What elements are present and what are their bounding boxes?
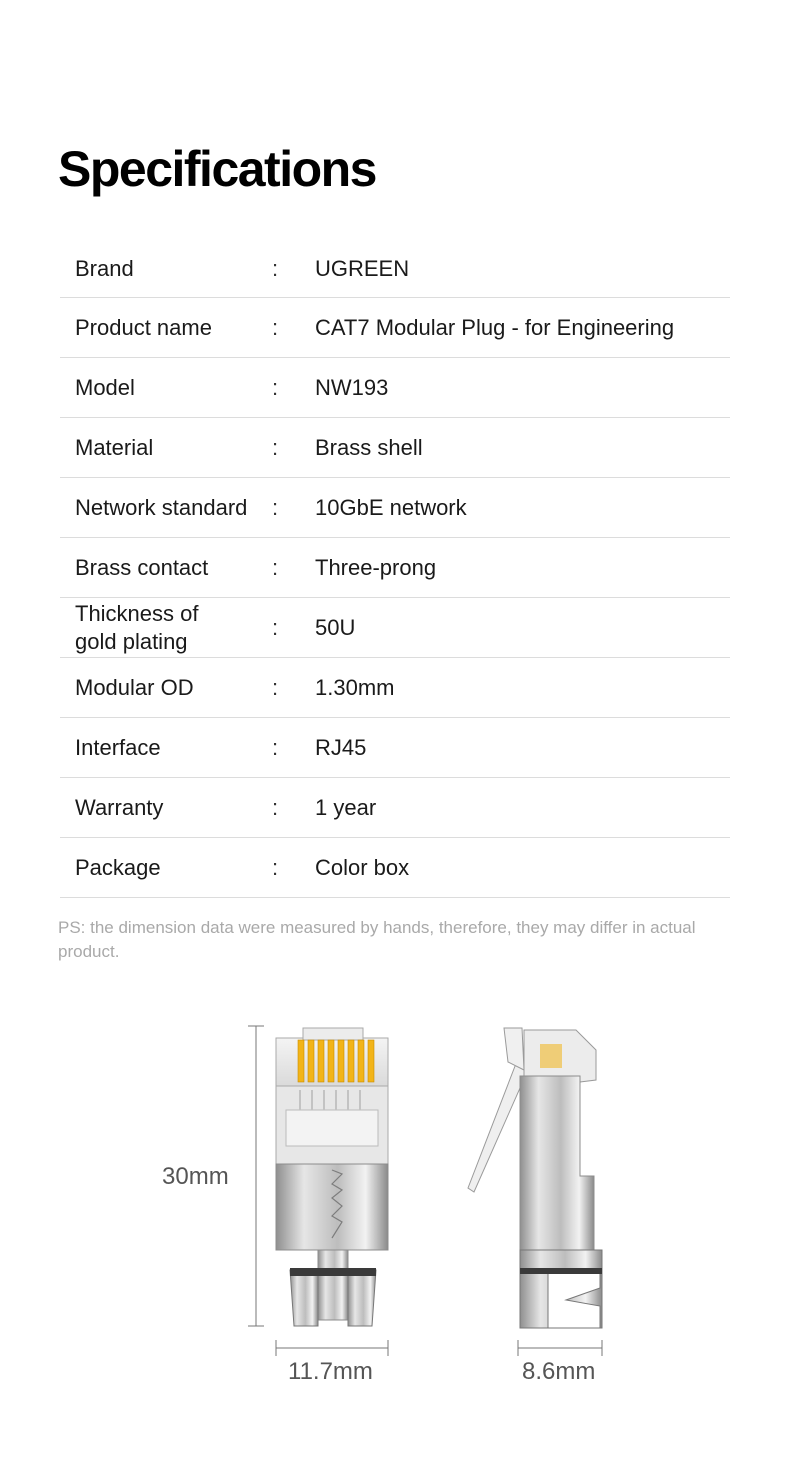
spec-value: Brass shell: [315, 434, 423, 460]
plug-front-view: [276, 1028, 388, 1326]
spec-separator: :: [272, 674, 279, 700]
spec-separator: :: [272, 256, 279, 281]
rj45-plug-illustration: [0, 1010, 790, 1450]
page-title: Specifications: [58, 141, 376, 197]
spec-value: Color box: [315, 854, 410, 880]
spec-value: 10GbE network: [315, 494, 467, 520]
spec-separator: :: [272, 374, 279, 400]
spec-label: Brass contact: [75, 554, 209, 580]
spec-label: Network standard: [75, 494, 248, 520]
spec-separator: :: [272, 794, 279, 820]
dimension-diagram: [0, 1010, 790, 1450]
measurement-note: PS: the dimension data were measured by hands, therefore, they may differ in actual product.: [58, 918, 696, 961]
spec-value: RJ45: [315, 734, 367, 760]
spec-separator: :: [272, 494, 279, 520]
height-dimension-line: [248, 1026, 264, 1326]
spec-row-model: [60, 358, 730, 418]
spec-row-material: [60, 418, 730, 478]
spec-row-brass-contact: [60, 538, 730, 598]
spec-value: CAT7 Modular Plug - for Engineering: [315, 314, 675, 340]
spec-separator: :: [272, 434, 279, 460]
spec-label: Thickness of gold plating: [75, 600, 199, 654]
spec-value: UGREEN: [315, 256, 410, 281]
spec-value: NW193: [315, 374, 389, 400]
spec-row-network-standard: [60, 478, 730, 538]
spec-label: Package: [75, 854, 161, 880]
side-width-dimension-line: [518, 1340, 602, 1356]
spec-row-gold-plating: [60, 598, 730, 658]
spec-row-warranty: [60, 778, 730, 838]
spec-separator: :: [272, 314, 279, 340]
spec-separator: :: [272, 554, 279, 580]
spec-label: Product name: [75, 314, 212, 340]
front-width-dimension-label: 11.7mm: [288, 1358, 373, 1385]
spec-separator: :: [272, 854, 279, 880]
side-width-dimension-label: 8.6mm: [522, 1358, 596, 1385]
front-width-dimension-line: [276, 1340, 388, 1356]
spec-value: 1 year: [315, 794, 377, 820]
spec-separator: :: [272, 734, 279, 760]
spec-separator: :: [272, 614, 279, 640]
spec-label: Brand: [75, 256, 134, 281]
spec-label: Warranty: [75, 794, 164, 820]
spec-value: 50U: [315, 614, 356, 640]
plug-side-view: [468, 1028, 602, 1328]
spec-row-interface: [60, 718, 730, 778]
spec-row-package: [60, 838, 730, 898]
spec-label: Model: [75, 374, 135, 400]
spec-row-brand: [60, 241, 730, 298]
spec-row-modular-od: [60, 658, 730, 718]
spec-label: Material: [75, 434, 154, 460]
spec-value: 1.30mm: [315, 674, 395, 700]
spec-label: Modular OD: [75, 674, 194, 700]
spec-value: Three-prong: [315, 554, 437, 580]
height-dimension-label: 30mm: [162, 1163, 229, 1190]
spec-row-product-name: [60, 298, 730, 358]
spec-table: [60, 241, 730, 898]
spec-label: Interface: [75, 734, 161, 760]
